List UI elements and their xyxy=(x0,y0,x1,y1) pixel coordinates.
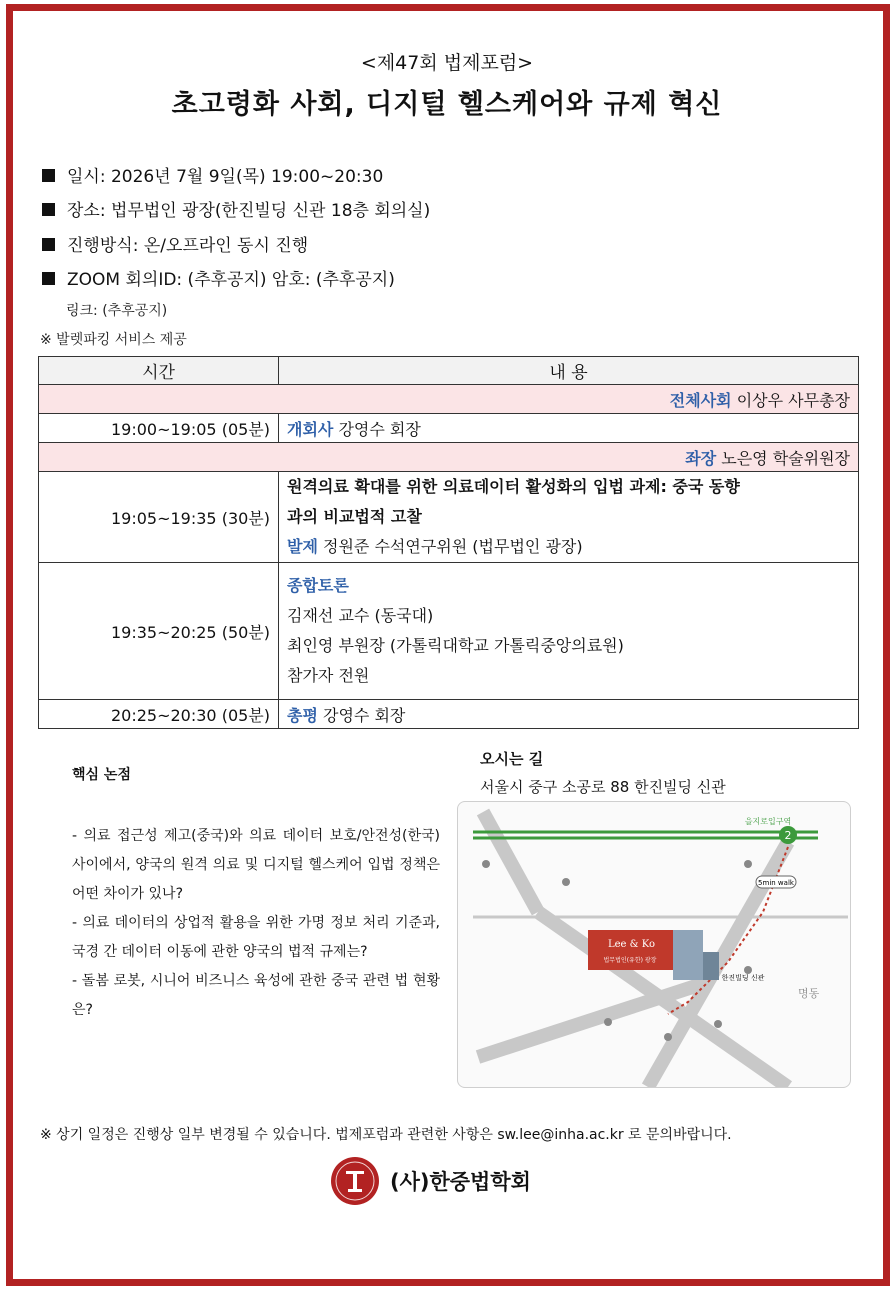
mc-name: 이상우 사무총장 xyxy=(736,390,850,410)
closing-time: 20:25~20:30 (05분) xyxy=(39,700,279,729)
opening-name: 강영수 회장 xyxy=(338,419,421,439)
station-label: 을지로입구역 xyxy=(744,817,792,826)
discussion-time: 19:35~20:25 (50분) xyxy=(39,563,279,700)
chair-name: 노은영 학술위원장 xyxy=(721,448,850,468)
info-zoom: ZOOM 회의ID: (추후공지) 암호: (추후공지) xyxy=(42,265,395,290)
org-seal-icon xyxy=(330,1156,380,1206)
closing-role: 총평 xyxy=(287,705,318,725)
station-line-number: 2 xyxy=(784,829,792,842)
bullet-square-icon xyxy=(42,203,55,216)
discussion-role: 종합토론 xyxy=(287,576,349,595)
info-venue: 장소: 법무법인 광장(한진빌딩 신관 18층 회의실) xyxy=(42,196,430,221)
parking-note: ※ 발렛파킹 서비스 제공 xyxy=(40,332,187,348)
presentation-name: 정원준 수석연구위원 (법무법인 광장) xyxy=(323,537,583,556)
org-name: (사)한중법학회 xyxy=(390,1170,531,1194)
org-logo xyxy=(330,1156,380,1206)
building-icon xyxy=(703,952,719,980)
map-road xyxy=(483,812,538,912)
opening-time: 19:00~19:05 (05분) xyxy=(39,414,279,443)
table-row-chair xyxy=(39,443,859,472)
presentation-time: 19:05~19:35 (30분) xyxy=(39,472,279,563)
closing-name: 강영수 회장 xyxy=(323,705,406,725)
chair-role: 좌장 xyxy=(685,448,717,468)
poi-icon xyxy=(664,1033,672,1041)
mc-role: 전체사회 xyxy=(669,390,732,410)
bullet-square-icon xyxy=(42,272,55,285)
table-header-row xyxy=(39,357,859,385)
list-item: - 돌봄 로봇, 시니어 비즈니스 육성에 관한 중국 관련 법 현황은? xyxy=(72,973,440,1018)
list-item: - 의료 접근성 제고(중국)와 의료 데이터 보호/안전성(한국) 사이에서, 양국의 원격 의료 및 디지털 헬스케어 입법 정책은 어떤 차이가 있나? xyxy=(72,828,440,902)
discussion-member: 참가자 전원 xyxy=(287,666,370,685)
building-label: 한진빌딩 신관 xyxy=(721,974,765,982)
table-row-closing xyxy=(39,700,859,729)
discussion-member: 최인영 부원장 (가톨릭대학교 가톨릭중앙의료원) xyxy=(287,636,624,655)
poi-icon xyxy=(744,860,752,868)
building-icon xyxy=(673,930,703,980)
notice-text: ※ 상기 일정은 진행상 일부 변경될 수 있습니다. 법제포럼과 관련한 사항은 sw.lee@inha.ac.kr 로 문의바랍니다. xyxy=(40,1127,732,1143)
info-format: 진행방식: 온/오프라인 동시 진행 xyxy=(42,231,308,256)
bullet-square-icon xyxy=(42,238,55,251)
table-row-discussion xyxy=(39,563,859,700)
location-map xyxy=(457,801,851,1088)
key-points-list xyxy=(72,822,440,1025)
poi-icon xyxy=(482,860,490,868)
law-firm-logo-box xyxy=(588,930,673,970)
schedule-table xyxy=(38,356,859,729)
table-row-opening xyxy=(39,414,859,443)
forum-subtitle: <제47회 법제포럼> xyxy=(360,52,534,74)
poi-icon xyxy=(744,966,752,974)
presentation-topic-line1: 원격의료 확대를 위한 의료데이터 활성화의 입법 과제: 중국 동향 xyxy=(287,477,740,496)
discussion-member: 김재선 교수 (동국대) xyxy=(287,606,434,625)
bullet-square-icon xyxy=(42,169,55,182)
table-row-presentation xyxy=(39,472,859,563)
map-graphic xyxy=(458,802,850,1087)
info-date: 일시: 2026년 7월 9일(목) 19:00~20:30 xyxy=(42,162,383,187)
law-firm-logo: Lee & Ko xyxy=(608,939,655,950)
presentation-topic-line2: 과의 비교법적 고찰 xyxy=(287,507,422,526)
list-item: - 의료 데이터의 상업적 활용을 위한 가명 정보 처리 기준과, 국경 간 데이터 이동에 관한 양국의 법적 규제는? xyxy=(72,915,440,960)
poi-icon xyxy=(714,1020,722,1028)
key-points-title: 핵심 논점 xyxy=(72,767,131,783)
directions-address: 서울시 중구 소공로 88 한진빌딩 신관 xyxy=(480,778,726,796)
header-content: 내 용 xyxy=(279,357,859,385)
directions-title: 오시는 길 xyxy=(480,750,544,768)
table-row-mc xyxy=(39,385,859,414)
area-label: 명동 xyxy=(798,987,820,1000)
presentation-role: 발제 xyxy=(287,537,318,556)
opening-role: 개회사 xyxy=(287,419,334,439)
header-time: 시간 xyxy=(39,357,279,385)
poi-icon xyxy=(604,1018,612,1026)
law-firm-sublabel: 법무법인(유한) 광장 xyxy=(603,957,657,964)
page-title: 초고령화 사회, 디지털 헬스케어와 규제 혁신 xyxy=(171,89,723,120)
walk-label: 5min walk xyxy=(758,879,794,887)
link-note: 링크: (추후공지) xyxy=(66,303,168,319)
poi-icon xyxy=(562,878,570,886)
